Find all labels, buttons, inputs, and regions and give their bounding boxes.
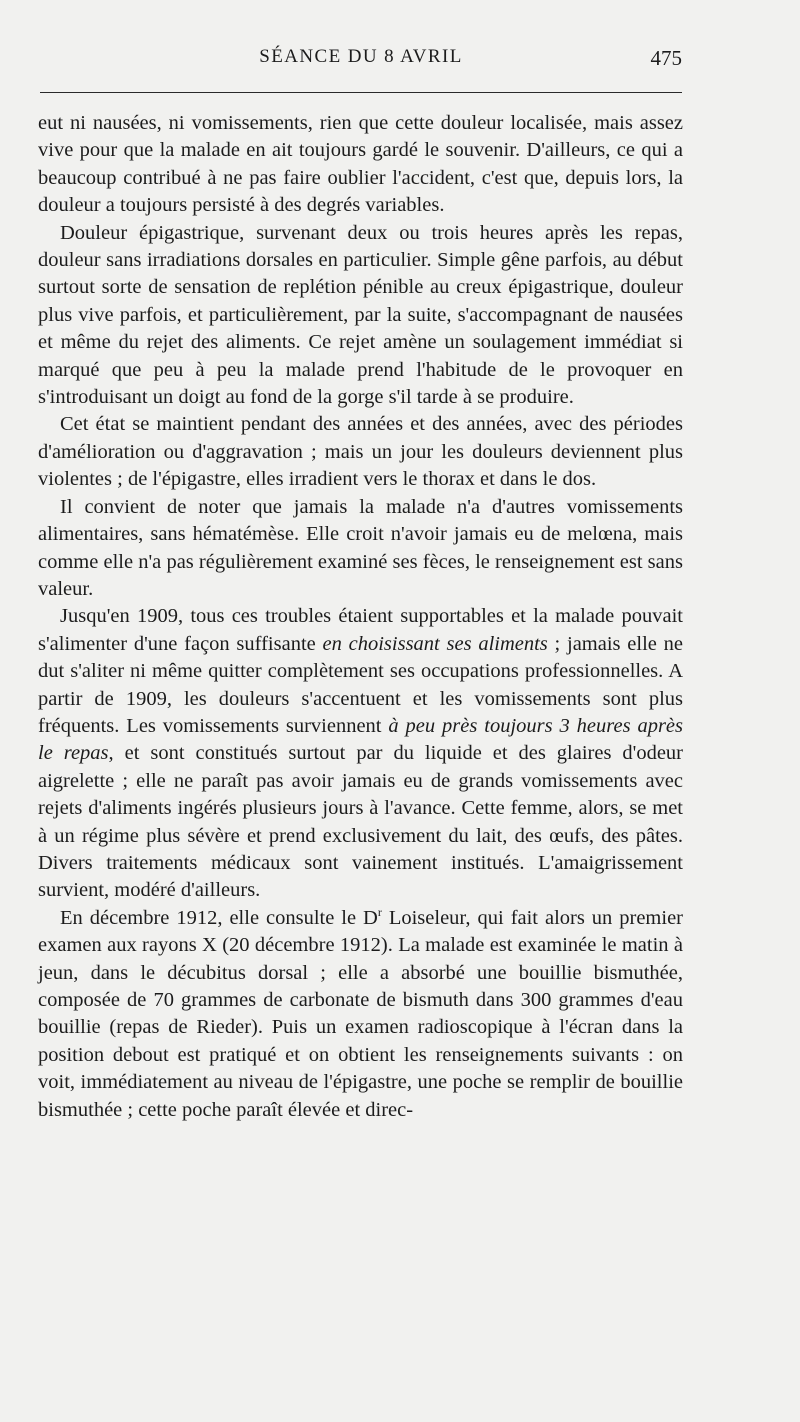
paragraph-5-text-a: Jusqu'en 1909, tous ces troubles étaient supportables et la malade pouvait s'alimenter d'une façon suffisante [38, 605, 683, 655]
paragraph-6-text-a: En décembre 1912, elle consulte le D [60, 906, 378, 929]
paragraph-5-text-b: ; jamais elle ne dut s'aliter ni même quitter complètement ses occupations professionnelles. A partir de 1909, les douleurs s'accentuent et les vomissements sont plus fréquents. Les vomissements surviennent [38, 632, 683, 737]
paragraph-3: Cet état se maintient pendant des années et des années, avec des périodes d'amélioration ou d'aggravation ; mais un jour les douleurs deviennent plus violentes ; de l'épigastre, elles irradient vers le thorax et dans le dos. [38, 413, 683, 491]
page-number: 475 [650, 46, 682, 70]
header-rule [40, 92, 682, 93]
paragraph-6-text-b: Loiseleur, qui fait alors un premier examen aux rayons X (20 décembre 1912). La malade est examinée le matin à jeun, dans le décubitus dorsal ; elle a absorbé une bouillie bismuthée, composée de 70 grammes de carbonate de bismuth dans 300 grammes d'eau bouillie (repas de Rieder). Puis un examen radioscopique à l'écran dans la position debout est pratiqué et on obtient les renseignements suivants : on voit, immédiatement au niveau de l'épigastre, une poche se remplir de bouillie bismuthée ; cette poche paraît élevée et direc- [38, 906, 683, 1121]
paragraph-1: eut ni nausées, ni vomissements, rien que cette douleur localisée, mais assez vive pour que la malade en ait toujours gardé le souvenir. D'ailleurs, ce qui a beaucoup contribué à ne pas faire oublier l'accident, c'est que, depuis lors, la douleur a toujours persisté à des degrés variables. [38, 112, 683, 217]
body-text [38, 110, 683, 1124]
paragraph-4: Il convient de noter que jamais la malade n'a d'autres vomissements alimentaires, sans hématémèse. Elle croit n'avoir jamais eu de melœna, mais comme elle n'a pas régulièrement examiné ses fèces, le renseignement est sans valeur. [38, 495, 683, 600]
paragraph-5-text-c: , et sont constitués surtout par du liquide et des glaires d'odeur aigrelette ; elle ne paraît pas avoir jamais eu de grands vomissements avec rejets d'aliments ingérés plusieurs jours à l'avance. Cette femme, alors, se met à un régime plus sévère et prend exclusivement du lait, des œufs, des pâtes. Divers traitements médicaux sont vainement institués. L'amaigrissement survient, modéré d'ailleurs. [38, 742, 683, 902]
paragraph-6 [38, 905, 683, 1124]
paragraph-5 [38, 603, 683, 904]
running-head: SÉANCE DU 8 AVRIL [259, 46, 463, 67]
paragraph-5-italic-b: à peu près toujours 3 heures après le repas [38, 714, 683, 765]
paragraph-5-italic-a: en choisissant ses aliments [322, 632, 548, 655]
doctor-superscript: r [377, 904, 382, 919]
paragraph-2: Douleur épigastrique, survenant deux ou trois heures après les repas, douleur sans irradiations dorsales en particulier. Simple gêne parfois, au début surtout sorte de sensation de replétion pénible au creux épigastrique, douleur plus vive parfois, et particulièrement, par la suite, s'accompagnant de nausées et même du rejet des aliments. Ce rejet amène un soulagement immédiat si marqué que peu à peu la malade prend l'habitude de le provoquer en s'introduisant un doigt au fond de la gorge s'il tarde à se produire. [38, 221, 683, 409]
page-header [40, 46, 682, 78]
